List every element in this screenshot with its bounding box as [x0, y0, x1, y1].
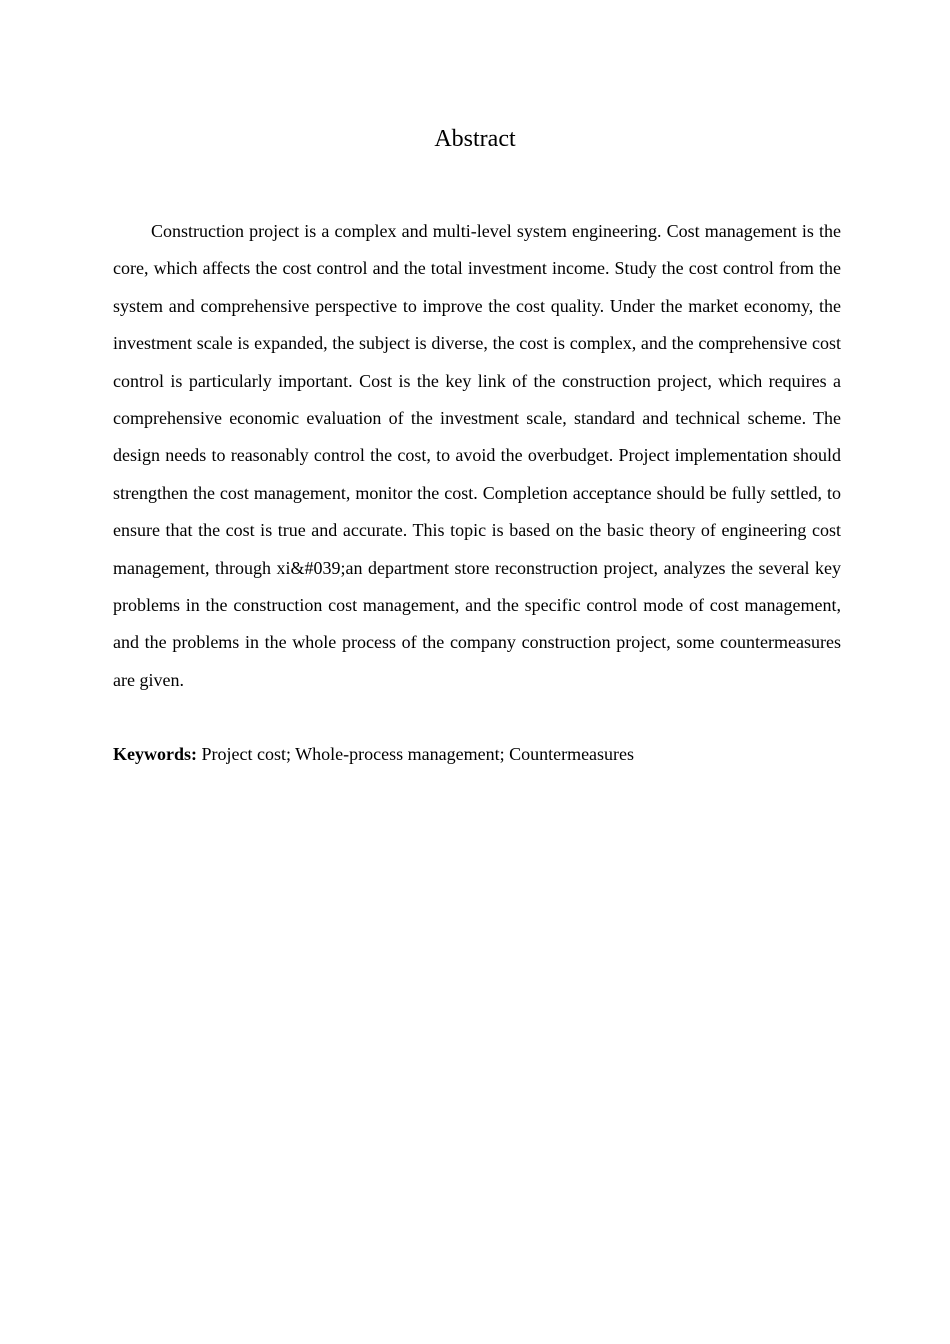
abstract-body: Construction project is a complex and multi-level system engineering. Cost management is the core, which affects the cost control and the total investment income. Study the cost control from the system and comprehensive perspective to improve the cost quality. Under the market economy, the investment scale is expanded, the subject is diverse, the cost is complex, and the comprehensive cost control is particularly important. Cost is the key link of the construction project, which requires a comprehensive economic evaluation of the investment scale, standard and technical scheme. The design needs to reasonably control the cost, to avoid the overbudget. Project implementation should strengthen the cost management, monitor the cost. Completion acceptance should be fully settled, to ensure that the cost is true and accurate. This topic is based on the basic theory of engineering cost management, through xi&#039;an department store reconstruction project, analyzes the several key problems in the construction cost management, and the specific control mode of cost management, and the problems in the whole process of the company construction project, some countermeasures are given.	[113, 221, 841, 690]
keywords-label: Keywords:	[113, 744, 197, 764]
keywords-line	[113, 736, 841, 773]
abstract-title: Abstract	[434, 126, 516, 152]
keywords-text: Project cost; Whole-process management; Countermeasures	[197, 744, 635, 764]
